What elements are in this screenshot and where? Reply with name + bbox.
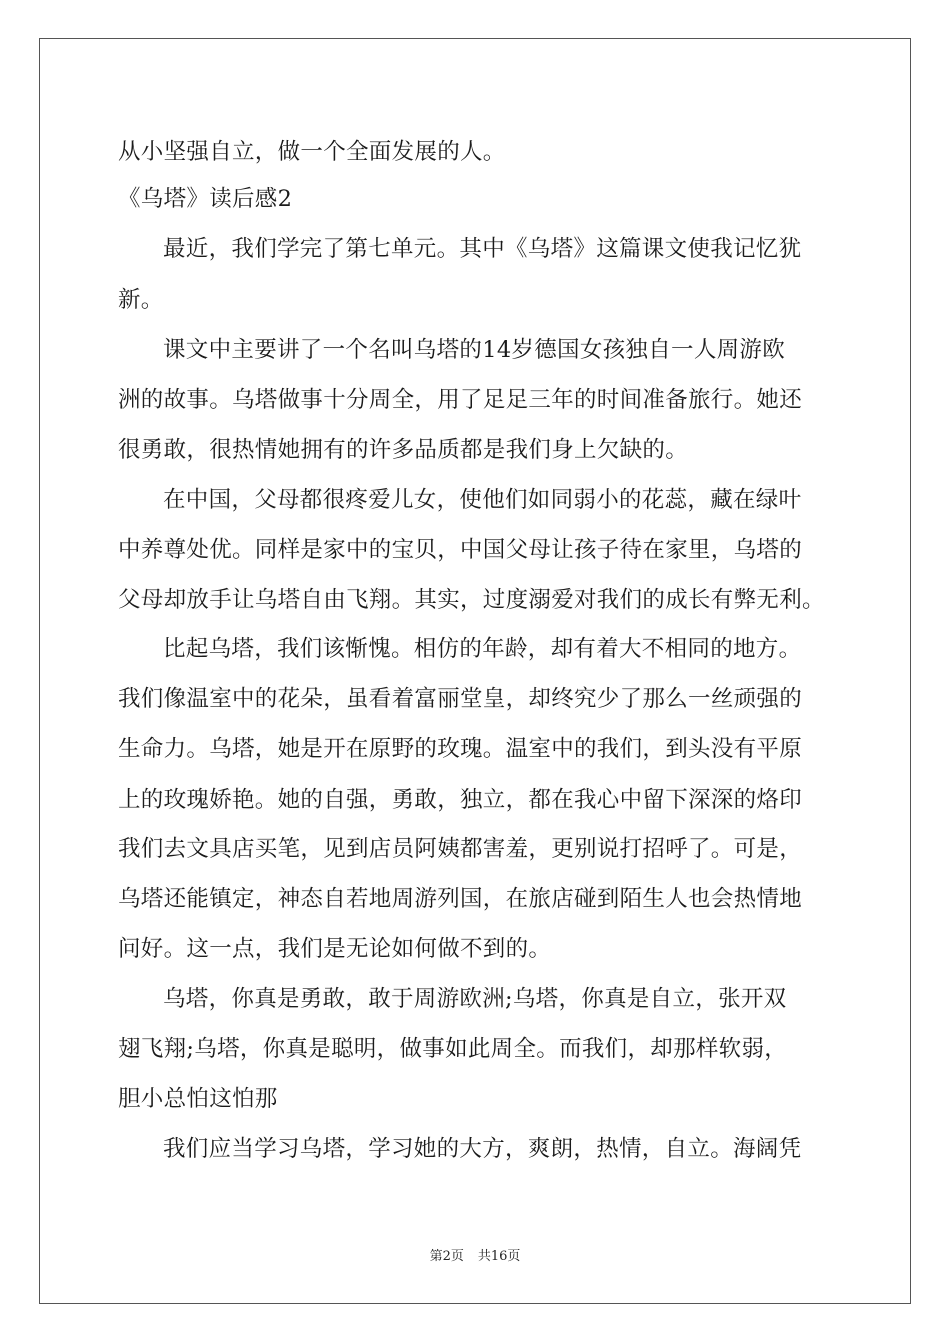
text-line: 我们像温室中的花朵，虽看着富丽堂皇，却终究少了那么一丝顽强的 xyxy=(118,686,803,712)
text-line: 生命力。乌塔，她是开在原野的玫瑰。温室中的我们，到头没有平原 xyxy=(118,736,803,762)
text-line: 中养尊处优。同样是家中的宝贝，中国父母让孩子待在家里，乌塔的 xyxy=(118,537,803,563)
text-line: 乌塔还能镇定，神态自若地周游列国，在旅店碰到陌生人也会热情地 xyxy=(118,886,803,912)
paragraph-line: 乌塔，你真是勇敢，敢于周游欧洲;乌塔，你真是自立，张开双 xyxy=(163,986,787,1012)
text-line: 很勇敢，很热情她拥有的许多品质都是我们身上欠缺的。 xyxy=(118,437,689,463)
page-footer xyxy=(0,1248,950,1266)
text-line: 上的玫瑰娇艳。她的自强，勇敢，独立，都在我心中留下深深的烙印 xyxy=(118,787,803,813)
page-border xyxy=(39,38,911,1304)
paragraph-line: 课文中主要讲了一个名叫乌塔的14岁德国女孩独自一人周游欧 xyxy=(163,337,786,363)
text-line: 胆小总怕这怕那 xyxy=(118,1086,278,1112)
paragraph-line: 在中国，父母都很疼爱儿女，使他们如同弱小的花蕊，藏在绿叶 xyxy=(163,487,802,513)
page-number: 第2页 xyxy=(429,1249,464,1264)
text-line: 新。 xyxy=(118,287,164,313)
text-line: 从小坚强自立，做一个全面发展的人。 xyxy=(118,139,506,165)
essay-heading: 《乌塔》读后感2 xyxy=(118,186,293,212)
text-line: 父母却放手让乌塔自由飞翔。其实，过度溺爱对我们的成长有弊无利。 xyxy=(118,587,825,613)
paragraph-line: 最近，我们学完了第七单元。其中《乌塔》这篇课文使我记忆犹 xyxy=(163,236,802,262)
text-line: 洲的故事。乌塔做事十分周全，用了足足三年的时间准备旅行。她还 xyxy=(118,387,803,413)
text-line: 我们去文具店买笔，见到店员阿姨都害羞，更别说打招呼了。可是， xyxy=(118,836,803,862)
paragraph-line: 比起乌塔，我们该惭愧。相仿的年龄，却有着大不相同的地方。 xyxy=(163,636,802,662)
text-line: 翅飞翔;乌塔，你真是聪明，做事如此周全。而我们，却那样软弱， xyxy=(118,1036,788,1062)
paragraph-line: 我们应当学习乌塔，学习她的大方，爽朗，热情，自立。海阔凭 xyxy=(163,1136,802,1162)
text-line: 问好。这一点，我们是无论如何做不到的。 xyxy=(118,936,552,962)
page-total: 共16页 xyxy=(477,1249,521,1264)
